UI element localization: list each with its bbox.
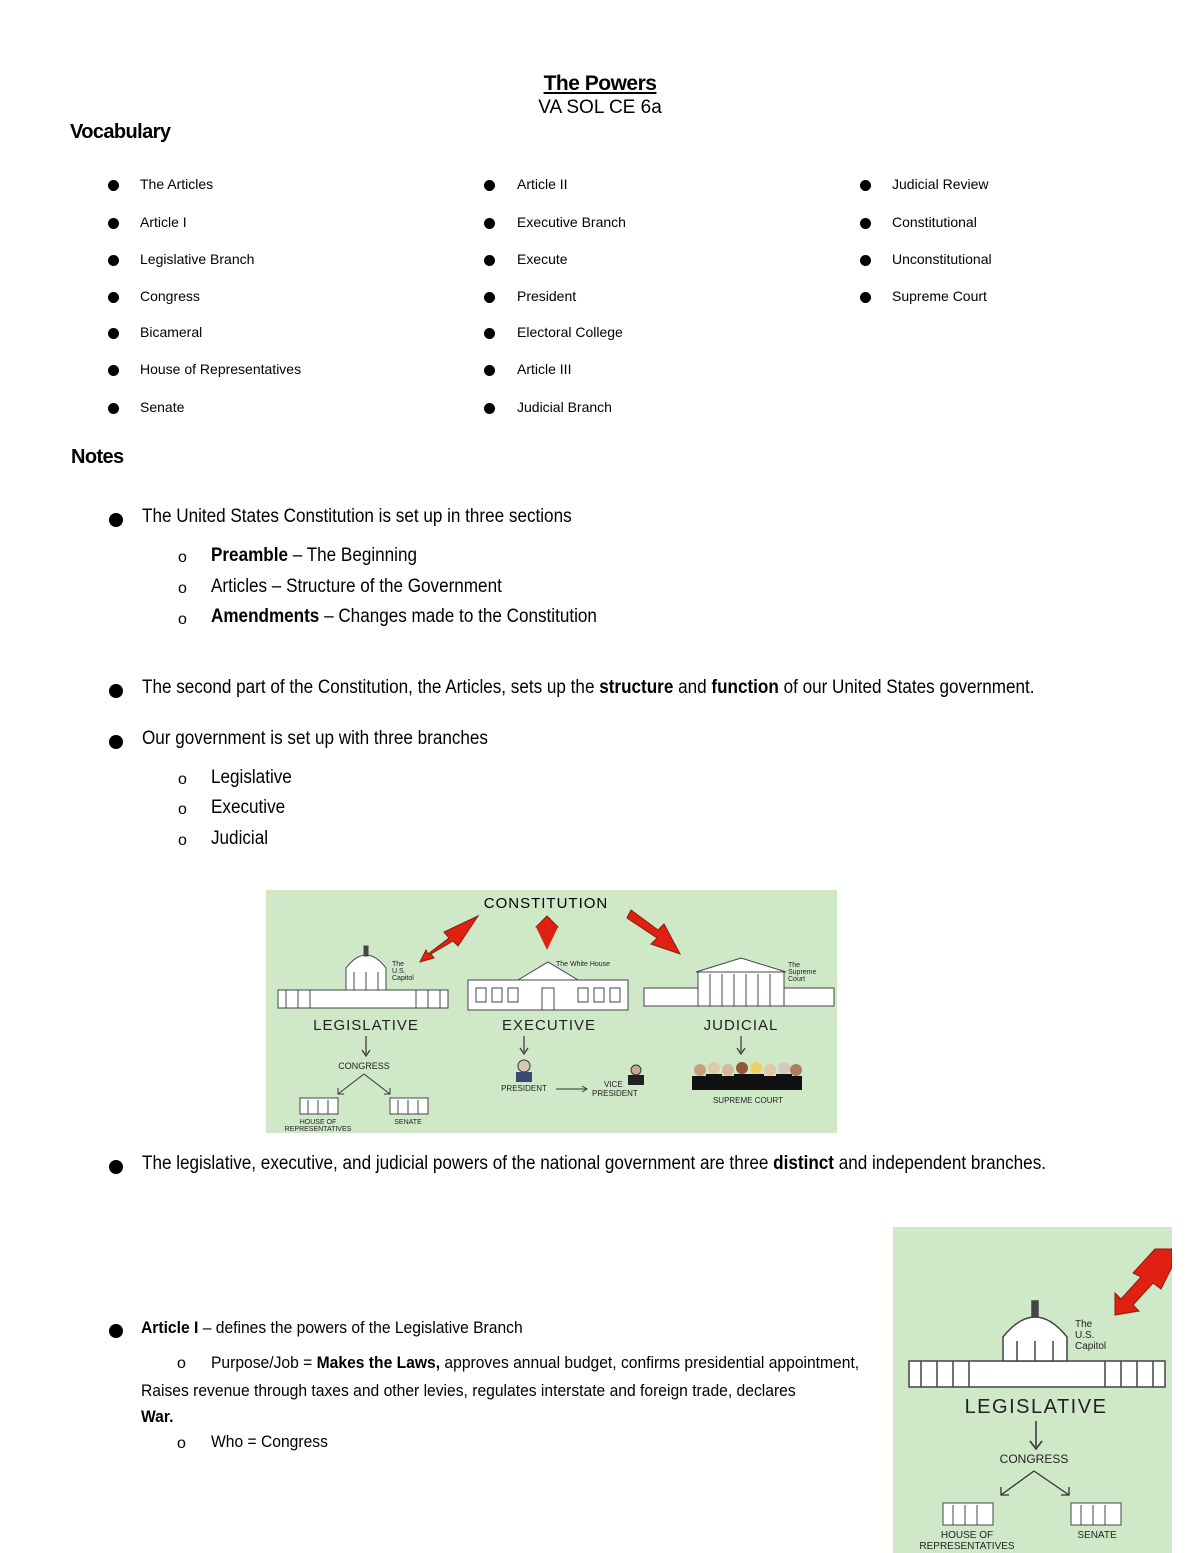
senate-building-icon [1071,1503,1121,1525]
capitol-label-1: The [392,961,405,968]
house-label-1: HOUSE OF [940,1530,994,1541]
bullet-icon [484,328,495,339]
capitol-label-3: Capitol [1075,1341,1107,1352]
house-label-2: REPRESENTATIVES [919,1541,1015,1552]
notes-heading: Notes [71,446,124,468]
bullet-icon [108,365,119,376]
vocabulary-term: Congress [140,288,200,304]
vocabulary-term: Judicial Branch [517,399,612,415]
vocabulary-term: Article I [140,214,187,230]
note-structure-function [142,677,1035,699]
senate-building-icon [390,1098,428,1114]
supreme-court-label: SUPREME COURT [712,1096,784,1105]
constitution-label: CONSTITUTION [483,895,609,912]
bullet-icon [860,255,871,266]
bullet-icon [860,218,871,229]
sub-note-amendments [211,606,597,628]
house-building-icon [943,1503,993,1525]
page-subtitle: VA SOL CE 6a [538,97,662,118]
bullet-icon [484,180,495,191]
capitol-label-1: The [1075,1319,1093,1330]
bullet-icon [109,513,123,527]
vocabulary-term: House of Representatives [140,361,302,377]
vocabulary-term: Unconstitutional [892,251,992,267]
house-label-1: HOUSE OF [299,1119,337,1126]
vocabulary-term: Bicameral [140,324,203,340]
bullet-icon [484,403,495,414]
house-building-icon [300,1098,338,1114]
vocabulary-term: President [517,288,577,304]
circle-bullet-icon: o [178,549,187,566]
vocabulary-term: Execute [517,251,568,267]
circle-bullet-icon: o [177,1435,186,1452]
text-preamble: – The Beginning [287,545,417,566]
sub-note-purpose-line3: War. [141,1407,174,1426]
term-structure: structure [599,677,674,698]
sub-note-purpose [211,1353,859,1373]
vocabulary-term: Senate [140,399,185,415]
bullet-icon [484,292,495,303]
legislative-label: LEGISLATIVE [964,1396,1108,1418]
text: The legislative, executive, and judicial powers of the national government are three [142,1153,774,1174]
bullet-icon [109,684,123,698]
sub-note-preamble [211,545,417,567]
legislative-label: LEGISLATIVE [313,1017,419,1034]
bullet-icon [484,218,495,229]
bullet-icon [109,735,123,749]
president-label: PRESIDENT [501,1084,547,1093]
image-background [893,1227,1172,1553]
bullet-icon [108,403,119,414]
bullet-icon [108,255,119,266]
bullet-icon [108,218,119,229]
executive-label: EXECUTIVE [501,1017,597,1034]
bullet-icon [108,180,119,191]
bullet-icon [860,292,871,303]
vocabulary-term: Supreme Court [892,288,987,304]
text: and [673,677,712,698]
term-amendments: Amendments [211,606,320,627]
text: – defines the powers of the Legislative Branch [198,1318,523,1337]
congress-label: CONGRESS [338,1061,390,1071]
circle-bullet-icon: o [177,1355,186,1372]
note-distinct-branches [142,1153,1046,1175]
sub-note-executive: Executive [211,797,286,818]
sub-note-judicial: Judicial [211,828,269,849]
capitol-label-3: Capitol [392,975,414,982]
term-makes-laws: Makes the Laws, [316,1353,441,1372]
vice-label-1: VICE [604,1080,623,1089]
vocabulary-term: Constitutional [892,214,977,230]
capitol-label-2: U.S. [392,968,406,975]
term-function: function [711,677,779,698]
text: of our United States government. [778,677,1035,698]
note-three-branches: Our government is set up with three branches [142,728,488,749]
capitol-label-2: U.S. [1075,1330,1095,1341]
sub-note-articles: Articles – Structure of the Government [211,576,502,597]
court-label-2: Supreme [788,969,817,976]
court-label-3: Court [788,976,806,983]
congress-label: CONGRESS [999,1452,1069,1466]
text-amendments: – Changes made to the Constitution [319,606,597,627]
text: Purpose/Job = [211,1353,317,1372]
circle-bullet-icon: o [178,801,187,818]
vocabulary-term: Legislative Branch [140,251,255,267]
senate-label: SENATE [1077,1530,1117,1541]
vice-label-2: PRESIDENT [592,1089,638,1098]
bullet-icon [108,328,119,339]
text: The second part of the Constitution, the Articles, sets up the [142,677,600,698]
legislative-branch-image [893,1227,1172,1553]
white-house-label: The White House [556,961,611,968]
circle-bullet-icon: o [178,832,187,849]
supreme-court-justices-icon [692,1062,802,1090]
sub-note-who: Who = Congress [211,1432,328,1451]
judicial-label: JUDICIAL [703,1017,779,1034]
vocabulary-term: Judicial Review [892,176,989,192]
term-article-one: Article I [141,1318,199,1337]
term-preamble: Preamble [211,545,288,566]
page-title: The Powers [543,72,657,95]
vocabulary-term: The Articles [140,176,214,192]
circle-bullet-icon: o [178,611,187,628]
vocabulary-term: Article II [517,176,568,192]
bullet-icon [109,1160,123,1174]
bullet-icon [860,180,871,191]
term-distinct: distinct [773,1153,834,1174]
three-branches-diagram [266,890,837,1133]
vocabulary-term: Executive Branch [517,214,626,230]
bullet-icon [109,1324,123,1338]
text: approves annual budget, confirms presidential appointment, [440,1353,860,1372]
sub-note-purpose-line2: Raises revenue through taxes and other levies, regulates interstate and foreign trade, declares [141,1381,796,1400]
bullet-icon [484,255,495,266]
circle-bullet-icon: o [178,580,187,597]
note-constitution-sections: The United States Constitution is set up in three sections [142,506,572,527]
senate-label: SENATE [394,1119,422,1126]
text: and independent branches. [833,1153,1047,1174]
bullet-icon [484,365,495,376]
circle-bullet-icon: o [178,771,187,788]
court-label-1: The [788,962,801,969]
bullet-icon [108,292,119,303]
vocabulary-heading: Vocabulary [70,121,171,143]
note-article-one [141,1318,523,1338]
house-label-2: REPRESENTATIVES [284,1126,352,1133]
sub-note-legislative: Legislative [211,767,292,788]
vocabulary-term: Article III [517,361,572,377]
vocabulary-term: Electoral College [517,324,623,340]
